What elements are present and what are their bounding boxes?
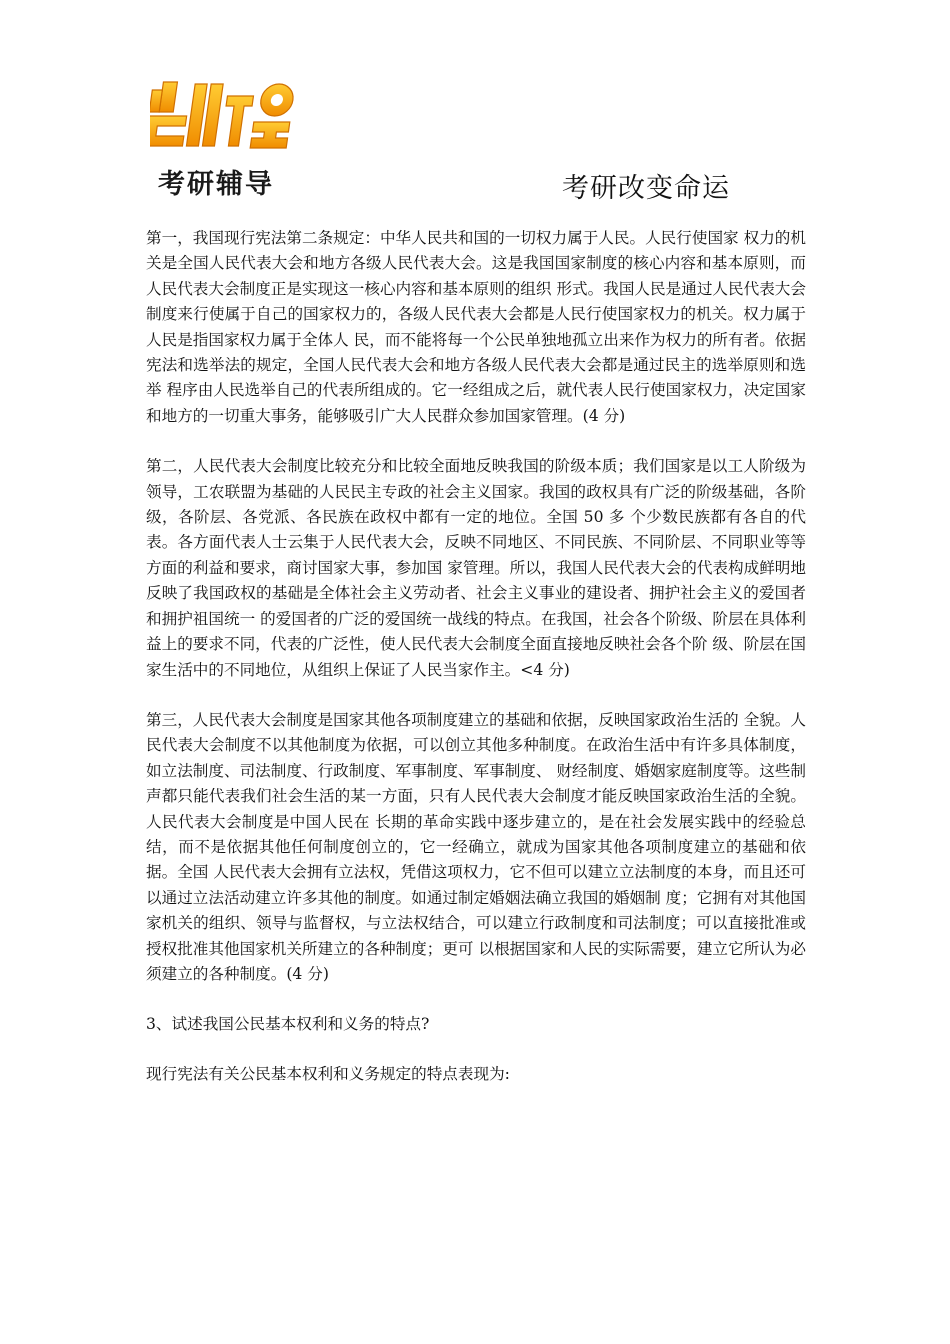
brand-logo-icon: [150, 78, 300, 160]
paragraph-1: 第一，我国现行宪法第二条规定：中华人民共和国的一切权力属于人民。人民行使国家 权力的机关是全国人民代表大会和地方各级人民代表大会。这是我国国家制度的核心内容和基本原则，而人民代表大会制度正是实现这一核心内容和基本原则的组织 形式。我国人民是通过人民代表大会制度来行使属于自己的国家权力的，各级人民代表大会都是人民行使国家权力的机关。权力属于人民是指国家权力属于全体人 民，而不能将每一个公民单独地孤立出来作为权力的所有者。依据宪法和选举法的规定，全国人民代表大会和地方各级人民代表大会都是通过民主的选举原则和选举 程序由人民选举自己的代表所组成的。它一经组成之后，就代表人民行使国家权力，决定国家和地方的一切重大事务，能够吸引广大人民群众参加国家管理。(4 分): [146, 229, 806, 425]
paragraph-2: 第二，人民代表大会制度比较充分和比较全面地反映我国的阶级本质；我们国家是以工人阶级为领导，工农联盟为基础的人民民主专政的社会主义国家。我国的政权具有广泛的阶级基础，各阶级，各阶层、各党派、各民族在政权中都有一定的地位。全国 50 多 个少数民族都有各自的代表。各方面代表人士云集于人民代表大会，反映不同地区、不同民族、不同阶层、不同职业等等方面的利益和要求，商讨国家大事，参加国 家管理。所以，我国人民代表大会的代表构成鲜明地反映了我国政权的基础是全体社会主义劳动者、社会主义事业的建设者、拥护社会主义的爱国者和拥护祖国统一 的爱国者的广泛的爱国统一战线的特点。在我国，社会各个阶级、阶层在具体利益上的要求不同，代表的广泛性，使人民代表大会制度全面直接地反映社会各个阶 级、阶层在国家生活中的不同地位，从组织上保证了人民当家作主。<4 分): [146, 457, 806, 679]
logo: [150, 78, 310, 200]
slogan: 考研改变命运: [562, 173, 730, 204]
question-heading: 3、试述我国公民基本权利和义务的特点?: [146, 1015, 430, 1034]
document-body: [146, 226, 806, 1111]
logo-text: 考研辅导: [158, 169, 274, 200]
answer-intro: 现行宪法有关公民基本权利和义务规定的特点表现为:: [146, 1064, 510, 1083]
paragraph-3: 第三，人民代表大会制度是国家其他各项制度建立的基础和依据，反映国家政治生活的 全貌。人民代表大会制度不以其他制度为依据，可以创立其他多种制度。在政治生活中有许多具体制度，如立法制度、司法制度、行政制度、军事制度、军事制度、 财经制度、婚姻家庭制度等。这些制声都只能代表我们社会生活的某一方面，只有人民代表大会制度才能反映国家政治生活的全貌。人民代表大会制度是中国人民在 长期的革命实践中逐步建立的，是在社会发展实践中的经验总结，而不是依据其他任何制度创立的，它一经确立，就成为国家其他各项制度建立的基础和依据。全国 人民代表大会拥有立法权，凭借这项权力，它不但可以建立立法制度的本身，而且还可以通过立法活动建立许多其他的制度。如通过制定婚姻法确立我国的婚姻制 度；它拥有对其他国家机关的组织、领导与监督权，与立法权结合，可以建立行政制度和司法制度；可以直接批准或授权批准其他国家机关所建立的各种制度；更可 以根据国家和人民的实际需要，建立它所认为必须建立的各种制度。(4 分): [146, 710, 806, 983]
